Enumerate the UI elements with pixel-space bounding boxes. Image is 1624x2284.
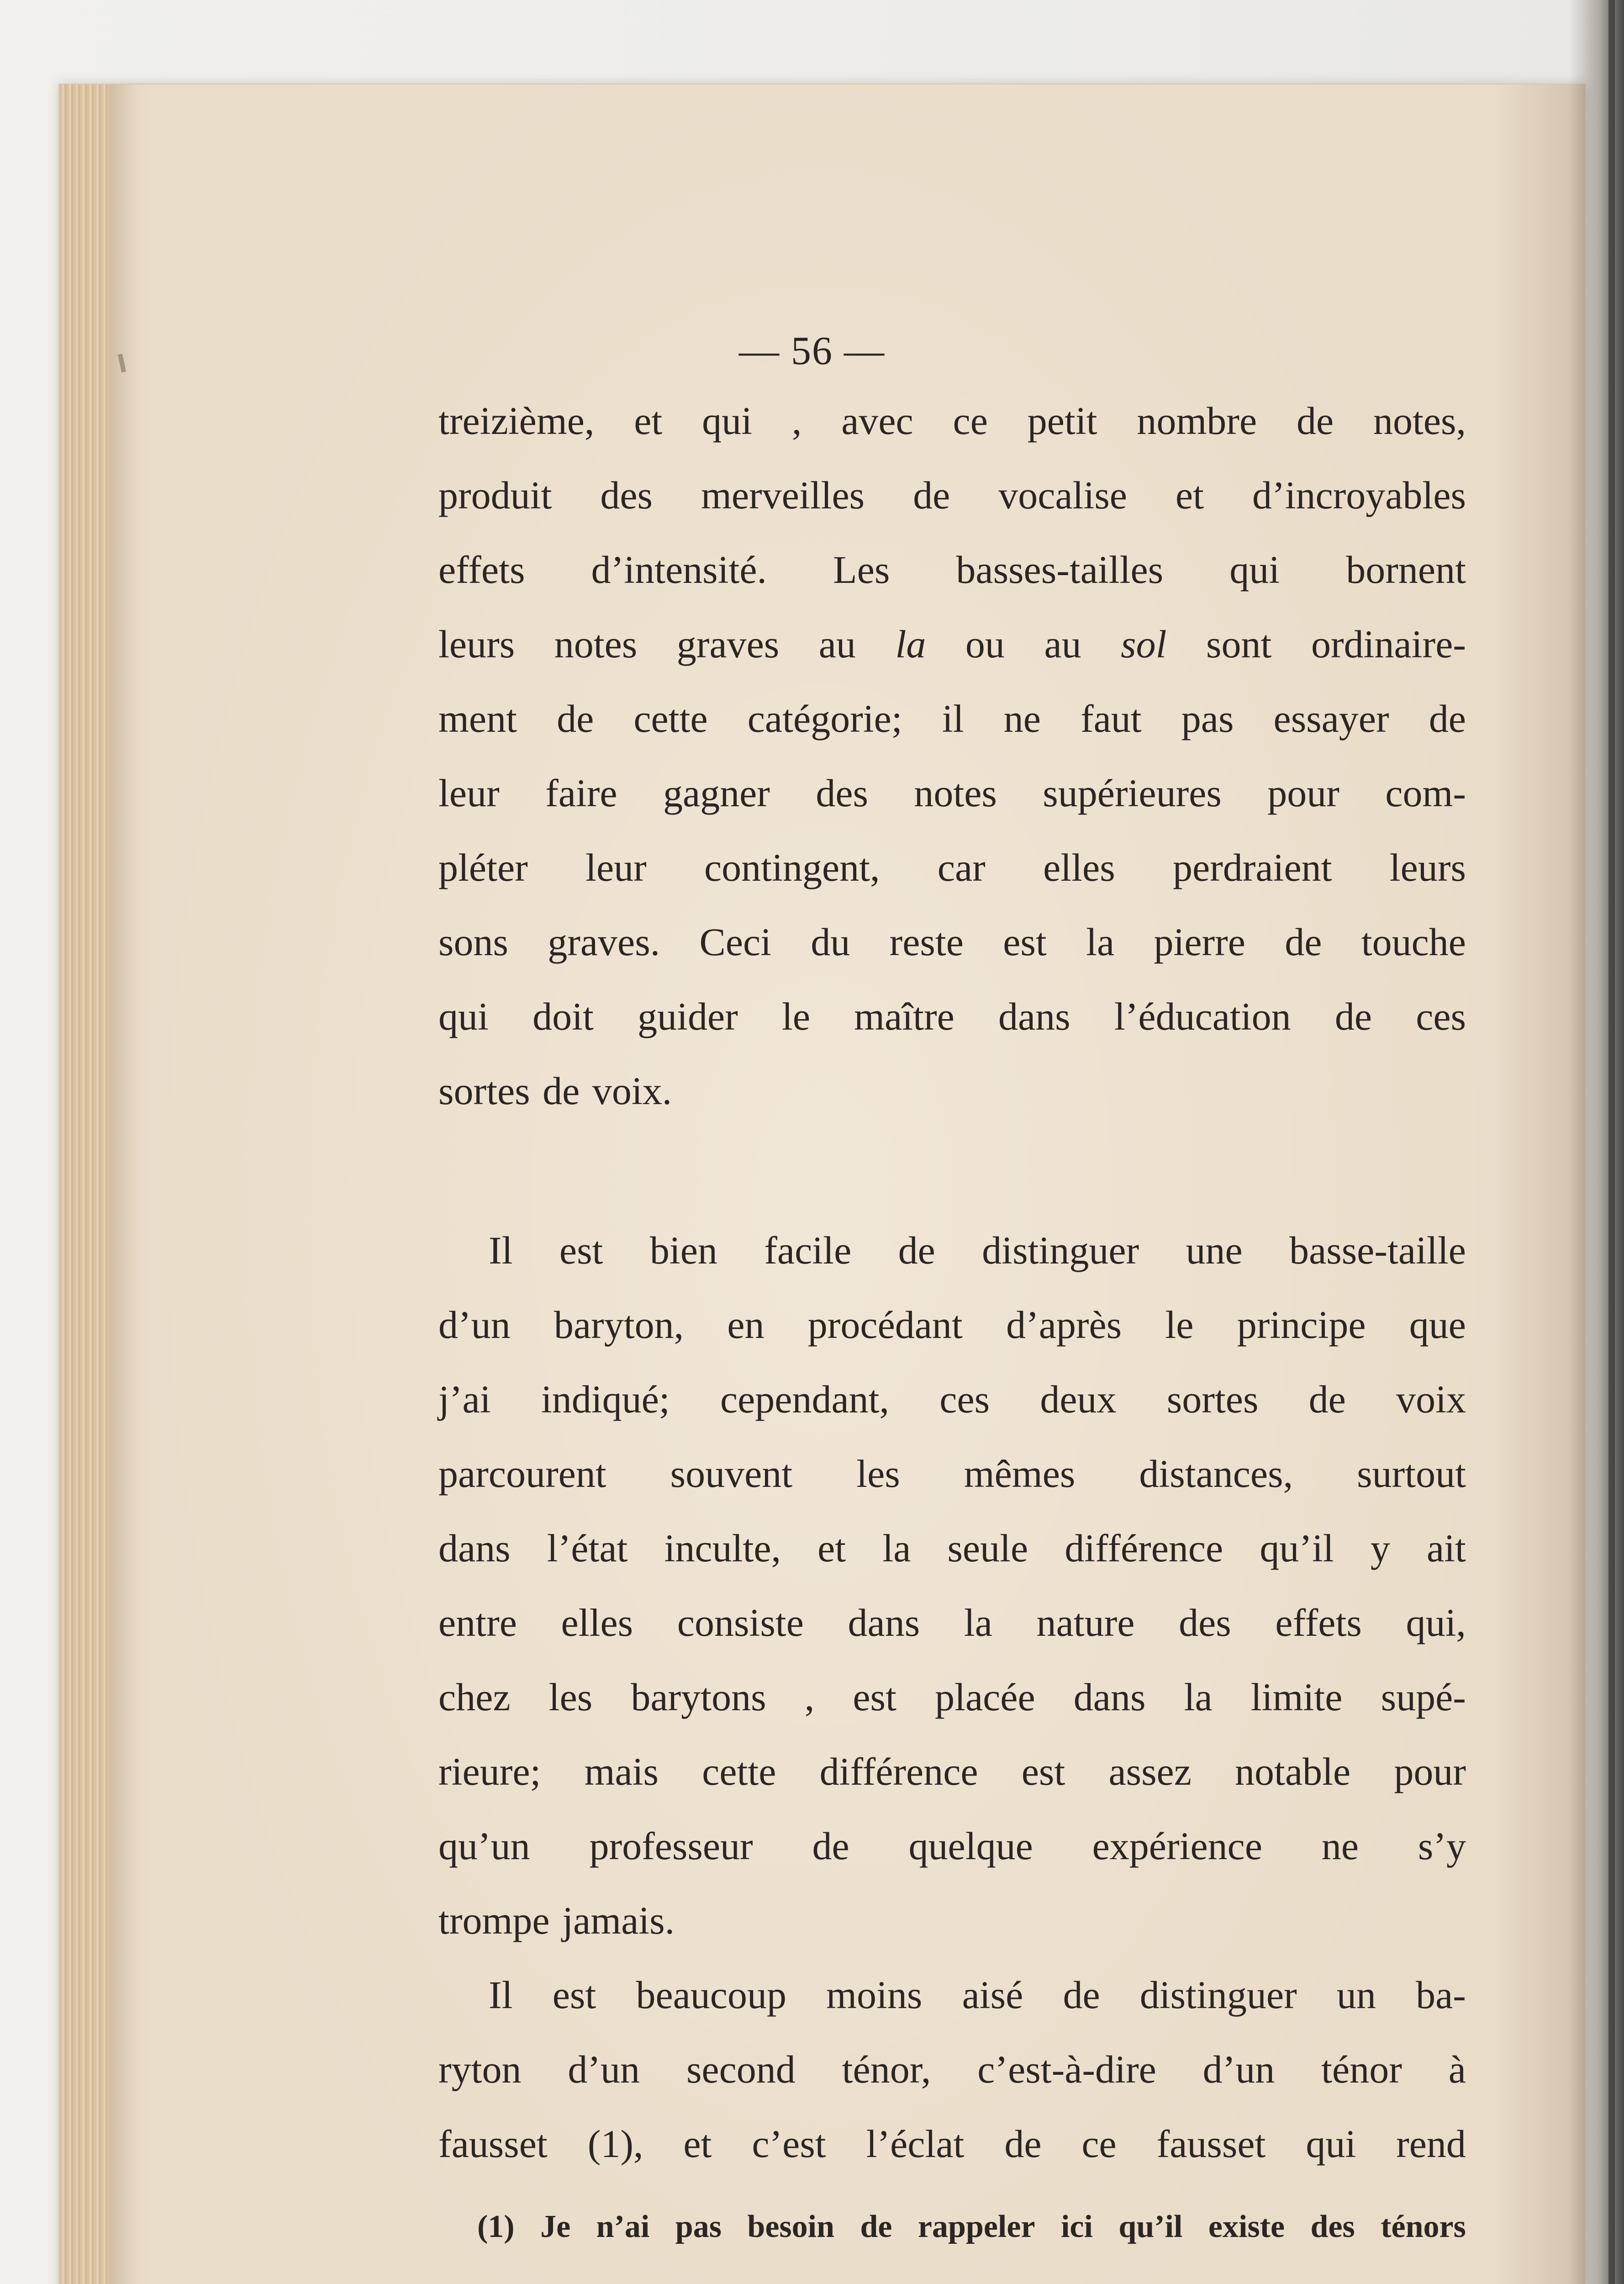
- text-line: [438, 2107, 1466, 2181]
- word: mêmes: [964, 1452, 1076, 1496]
- word: la: [1086, 920, 1115, 964]
- word: différence: [819, 1750, 978, 1793]
- word: ténor,: [842, 2047, 931, 2091]
- page-number: — 56 —: [739, 329, 885, 373]
- word: graves.: [548, 920, 660, 964]
- word: à: [1448, 2047, 1466, 2091]
- text-line: [438, 1213, 1466, 1288]
- word: la: [1184, 1675, 1213, 1719]
- text-line: [438, 979, 1466, 1054]
- word: catégorie;: [747, 697, 902, 740]
- word: dans: [998, 994, 1070, 1038]
- word: de: [898, 1228, 935, 1272]
- word: (1),: [587, 2122, 643, 2166]
- word: Il: [489, 1973, 513, 2017]
- word: de: [1334, 994, 1372, 1038]
- word: faire: [545, 771, 617, 815]
- word: d’un: [438, 1303, 511, 1347]
- word: elles: [561, 1601, 633, 1644]
- word: car: [937, 846, 986, 889]
- word: pour: [1394, 1750, 1466, 1793]
- word: fausset: [438, 2122, 548, 2166]
- word: Ceci: [699, 920, 772, 964]
- word: perdraient: [1172, 846, 1332, 889]
- word: s’y: [1418, 1824, 1466, 1868]
- footnote-word: existe: [1208, 2209, 1285, 2244]
- word: d’après: [1006, 1303, 1122, 1347]
- footnote-word: n’ai: [596, 2209, 650, 2244]
- word: une: [1186, 1228, 1243, 1272]
- word: sons: [438, 920, 508, 964]
- word: petit: [1027, 399, 1097, 443]
- word: l’éducation: [1114, 994, 1291, 1038]
- word: de: [1004, 2122, 1042, 2166]
- word: merveilles: [701, 473, 865, 517]
- word: produit: [438, 473, 552, 517]
- word: qui: [438, 994, 489, 1038]
- word: touche: [1361, 920, 1466, 964]
- word: dans: [438, 1526, 511, 1570]
- word: entre: [438, 1601, 517, 1644]
- word: facile: [764, 1228, 852, 1272]
- word: vocalise: [998, 473, 1127, 517]
- word: chez: [438, 1675, 511, 1719]
- word: qu’il: [1260, 1526, 1334, 1570]
- word: ait: [1426, 1526, 1466, 1570]
- word: reste: [889, 920, 964, 964]
- word: qui,: [1406, 1601, 1466, 1644]
- word: Il: [489, 1228, 513, 1272]
- word: distances,: [1139, 1452, 1293, 1496]
- word: second: [686, 2047, 796, 2091]
- word: pierre: [1154, 920, 1245, 964]
- text-block: [438, 384, 1466, 2181]
- word: pas: [1181, 697, 1234, 740]
- word: leur: [585, 846, 647, 889]
- word: ,: [791, 399, 802, 443]
- word: treizième,: [438, 399, 595, 443]
- word: de: [1063, 1973, 1100, 2017]
- word: mais: [584, 1750, 659, 1793]
- footnote-word: de: [860, 2209, 892, 2244]
- word: au: [818, 622, 856, 666]
- word: limite: [1250, 1675, 1343, 1719]
- word: cette: [702, 1750, 776, 1793]
- word: l’état: [547, 1526, 628, 1570]
- word: notes,: [1373, 399, 1466, 443]
- word: leur: [438, 771, 500, 815]
- word: c’est-à-dire: [977, 2047, 1156, 2091]
- word: beaucoup: [636, 1973, 786, 2017]
- footnote-word: (1): [477, 2209, 515, 2244]
- word: c’est: [752, 2122, 826, 2166]
- word: pléter: [438, 846, 528, 889]
- word: de: [812, 1824, 849, 1868]
- word: qui: [1229, 548, 1280, 592]
- word: ce: [1081, 2122, 1117, 2166]
- word: procédant: [807, 1303, 963, 1347]
- footnote-word: qu’il: [1118, 2209, 1183, 2244]
- word: est: [1003, 920, 1047, 964]
- word: qu’un: [438, 1824, 530, 1868]
- word: ces: [939, 1377, 990, 1421]
- text-line: [438, 830, 1466, 905]
- text-line: [438, 2032, 1466, 2107]
- text-line: [438, 682, 1466, 756]
- word: pour: [1267, 771, 1339, 815]
- word: voix.: [592, 1069, 672, 1113]
- word: leurs: [1389, 846, 1466, 889]
- page-edge-shadow: [110, 85, 137, 2284]
- word: différence: [1065, 1526, 1223, 1570]
- word: est: [853, 1675, 896, 1719]
- page-edge-stack: [59, 85, 110, 2284]
- word: professeur: [589, 1824, 753, 1868]
- word: ment: [438, 697, 517, 740]
- word: doit: [533, 994, 594, 1038]
- word: assez: [1108, 1750, 1192, 1793]
- word: ne: [1321, 1824, 1359, 1868]
- word: placée: [935, 1675, 1035, 1719]
- word: de: [913, 473, 950, 517]
- word: inculte,: [664, 1526, 781, 1570]
- word: com-: [1385, 771, 1466, 815]
- word: quelque: [908, 1824, 1033, 1868]
- word: et: [817, 1526, 846, 1570]
- word: supérieures: [1043, 771, 1222, 815]
- word: et: [634, 399, 663, 443]
- paragraph-gap: [438, 1128, 1466, 1213]
- footnote-word: ténors: [1381, 2209, 1466, 2244]
- word: de: [543, 1069, 580, 1113]
- word: faut: [1081, 697, 1142, 740]
- word: qui: [1306, 2122, 1356, 2166]
- word: Les: [833, 548, 890, 592]
- footnote-word: des: [1310, 2209, 1355, 2244]
- word: de: [557, 697, 594, 740]
- text-line: [438, 1734, 1466, 1809]
- word: ne: [1003, 697, 1041, 740]
- word: et: [683, 2122, 712, 2166]
- text-line: [438, 1660, 1466, 1734]
- word: sol: [1121, 622, 1167, 666]
- text-line: [438, 1883, 1466, 1958]
- text-line: [438, 1362, 1466, 1437]
- word: consiste: [677, 1601, 804, 1644]
- word: un: [1336, 1973, 1376, 2017]
- word: des: [1179, 1601, 1231, 1644]
- word: essayer: [1273, 697, 1389, 740]
- footnote-word: Je: [540, 2209, 571, 2244]
- word: le: [781, 994, 810, 1038]
- word: guider: [638, 994, 738, 1038]
- word: d’un: [568, 2047, 640, 2091]
- text-line: [438, 1511, 1466, 1586]
- word: les: [548, 1675, 593, 1719]
- word: nature: [1036, 1601, 1135, 1644]
- word: qui: [702, 399, 753, 443]
- word: est: [1021, 1750, 1065, 1793]
- word: gagner: [663, 771, 770, 815]
- word: nombre: [1137, 399, 1257, 443]
- word: parcourent: [438, 1452, 606, 1496]
- word: du: [811, 920, 850, 964]
- word: surtout: [1357, 1452, 1466, 1496]
- word: rend: [1396, 2122, 1466, 2166]
- word: notable: [1235, 1750, 1351, 1793]
- word: y: [1370, 1526, 1390, 1570]
- text-line: [438, 458, 1466, 533]
- word: cette: [633, 697, 708, 740]
- word: que: [1409, 1303, 1466, 1347]
- word: basse-taille: [1289, 1228, 1466, 1272]
- footnote-word: besoin: [747, 2209, 835, 2244]
- text-line: [438, 1288, 1466, 1362]
- word: sortes: [1166, 1377, 1259, 1421]
- word: ce: [953, 399, 988, 443]
- word: notes: [914, 771, 997, 815]
- word: jamais.: [562, 1898, 675, 1942]
- word: leurs: [438, 622, 515, 666]
- word: les: [856, 1452, 900, 1496]
- word: l’éclat: [866, 2122, 965, 2166]
- word: des: [600, 473, 653, 517]
- word: d’incroyables: [1252, 473, 1466, 517]
- word: distinguer: [1139, 1973, 1297, 2017]
- word: ces: [1416, 994, 1466, 1038]
- word: notes: [554, 622, 638, 666]
- word: le: [1165, 1303, 1194, 1347]
- word: ou: [965, 622, 1005, 666]
- word: elles: [1043, 846, 1115, 889]
- word: la: [964, 1601, 992, 1644]
- word: il: [942, 697, 964, 740]
- word: deux: [1040, 1377, 1117, 1421]
- text-line: [438, 756, 1466, 830]
- word: dans: [848, 1601, 920, 1644]
- text-line: [438, 1054, 1466, 1128]
- word: effets: [438, 548, 525, 592]
- word: avec: [841, 399, 913, 443]
- word: ryton: [438, 2047, 522, 2091]
- word: au: [1044, 622, 1081, 666]
- word: sont: [1206, 622, 1272, 666]
- word: ordinaire-: [1311, 622, 1466, 666]
- word: la: [882, 1526, 911, 1570]
- word: sortes: [438, 1069, 530, 1113]
- footnote-word: pas: [675, 2209, 722, 2244]
- word: est: [552, 1973, 596, 2017]
- word: supé-: [1381, 1675, 1466, 1719]
- word: ,: [804, 1675, 815, 1719]
- word: trompe: [438, 1898, 550, 1942]
- word: d’intensité.: [591, 548, 767, 592]
- text-line: [438, 384, 1466, 458]
- word: bornent: [1346, 548, 1466, 592]
- word: aisé: [962, 1973, 1023, 2017]
- word: basses-tailles: [956, 548, 1164, 592]
- word: souvent: [670, 1452, 793, 1496]
- word: j’ai: [438, 1377, 491, 1421]
- word: de: [1429, 697, 1466, 740]
- text-line: [438, 533, 1466, 607]
- word: expérience: [1092, 1824, 1263, 1868]
- word: bien: [649, 1228, 717, 1272]
- text-line: [438, 905, 1466, 979]
- text-line: [438, 607, 1466, 682]
- word: de: [1285, 920, 1322, 964]
- word: cependant,: [720, 1377, 890, 1421]
- footnote-word: rappeler: [917, 2209, 1035, 2244]
- word: voix: [1396, 1377, 1466, 1421]
- word: distinguer: [982, 1228, 1139, 1272]
- word: moins: [826, 1973, 923, 2017]
- word: d’un: [1202, 2047, 1275, 2091]
- word: est: [559, 1228, 603, 1272]
- word: maître: [854, 994, 954, 1038]
- word: la: [895, 622, 926, 666]
- word: ba-: [1416, 1973, 1466, 2017]
- word: indiqué;: [541, 1377, 670, 1421]
- text-line: [438, 1586, 1466, 1660]
- footnote-word: ici: [1060, 2209, 1093, 2244]
- word: des: [816, 771, 868, 815]
- word: baryton,: [554, 1303, 684, 1347]
- word: principe: [1237, 1303, 1366, 1347]
- text-line: [438, 1809, 1466, 1883]
- word: ténor: [1321, 2047, 1402, 2091]
- word: fausset: [1156, 2122, 1266, 2166]
- footnote: [477, 2206, 1466, 2247]
- word: en: [727, 1303, 765, 1347]
- word: et: [1175, 473, 1204, 517]
- word: rieure;: [438, 1750, 541, 1793]
- word: de: [1296, 399, 1334, 443]
- word: seule: [947, 1526, 1028, 1570]
- word: barytons: [631, 1675, 766, 1719]
- word: graves: [676, 622, 780, 666]
- word: contingent,: [704, 846, 880, 889]
- text-line: [438, 1437, 1466, 1511]
- text-line: [438, 1958, 1466, 2032]
- word: de: [1308, 1377, 1346, 1421]
- word: dans: [1073, 1675, 1146, 1719]
- word: effets: [1275, 1601, 1362, 1644]
